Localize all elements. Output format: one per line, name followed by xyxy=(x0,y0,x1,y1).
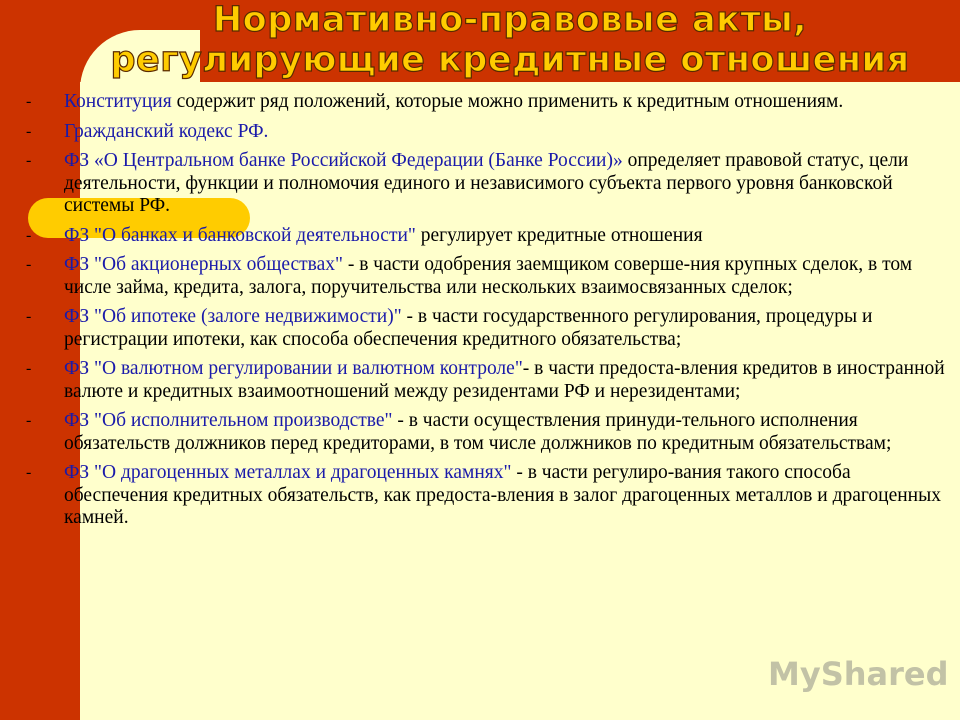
act-description: содержит ряд положений, которые можно применить к кредитным отношениям. xyxy=(171,91,844,112)
act-link[interactable]: Гражданский кодекс РФ. xyxy=(64,120,269,142)
act-link[interactable]: ФЗ "Об акционерных обществах" xyxy=(64,254,343,275)
act-description: - в части одобрения заемщиком соверше-ния крупных сделок, в том числе займа, кредита, залога, поручительства или нескольких взаимосвязанных сделок; xyxy=(64,254,913,298)
list-item xyxy=(26,91,946,114)
act-description: - в части государственного регулирования, процедуры и регистрации ипотеки, как способа обеспечения кредитного обязательства; xyxy=(64,306,873,350)
legal-acts-list xyxy=(26,91,946,537)
bullet-dash: - xyxy=(26,412,32,429)
list-item xyxy=(26,462,946,530)
act-description: - в части осуществления принуди-тельного исполнения обязательств должников перед кредиторами, в том числе должников по кредитным обязательствам; xyxy=(64,410,892,454)
bullet-dash: - xyxy=(26,152,32,169)
act-description: регулирует кредитные отношения xyxy=(415,224,703,246)
list-item xyxy=(26,150,946,218)
act-description: определяет правовой статус, цели деятельности, функции и полномочия единого и независимого субъекта первого уровня банковской системы РФ. xyxy=(64,150,909,216)
act-link[interactable]: ФЗ "Об ипотеке (залоге недвижимости)" xyxy=(64,306,402,327)
list-item xyxy=(26,254,946,299)
act-link[interactable]: ФЗ "О банках и банковской деятельности" xyxy=(64,224,416,246)
bullet-dash: - xyxy=(26,122,32,140)
watermark-text: MyShared xyxy=(768,655,949,693)
bullet-dash: - xyxy=(26,308,32,325)
bullet-dash: - xyxy=(26,464,32,481)
bullet-dash: - xyxy=(26,256,32,273)
bullet-dash: - xyxy=(26,93,32,110)
act-description: - в части предоста-вления кредитов в иностранной валюте и кредитных взаимоотношений между резидентами РФ и нерезидентами; xyxy=(64,358,945,402)
slide-title xyxy=(60,0,960,80)
list-item xyxy=(26,225,946,248)
list-item xyxy=(26,306,946,351)
title-line-1: Нормативно-правовые акты, xyxy=(212,0,808,40)
act-link[interactable]: ФЗ "О драгоценных металлах и драгоценных камнях" xyxy=(64,462,512,483)
list-item xyxy=(26,121,946,144)
act-link[interactable]: Конституция xyxy=(64,91,172,112)
act-description: - в части регулиро-вания такого способа обеспечения кредитных обязательств, как предоста-вления в залог драгоценных металлов и драгоценных камней. xyxy=(64,462,941,528)
list-item xyxy=(26,410,946,455)
watermark-logo xyxy=(768,655,949,693)
title-line-2: регулирующие кредитные отношения xyxy=(110,40,910,80)
act-link[interactable]: ФЗ «О Центральном банке Российской Федерации (Банке России)» xyxy=(64,150,623,171)
list-item xyxy=(26,358,946,403)
act-link[interactable]: ФЗ "Об исполнительном производстве" xyxy=(64,410,393,431)
bullet-dash: - xyxy=(26,226,32,244)
bullet-dash: - xyxy=(26,360,32,377)
act-link[interactable]: ФЗ "О валютном регулировании и валютном контроле" xyxy=(64,358,523,379)
